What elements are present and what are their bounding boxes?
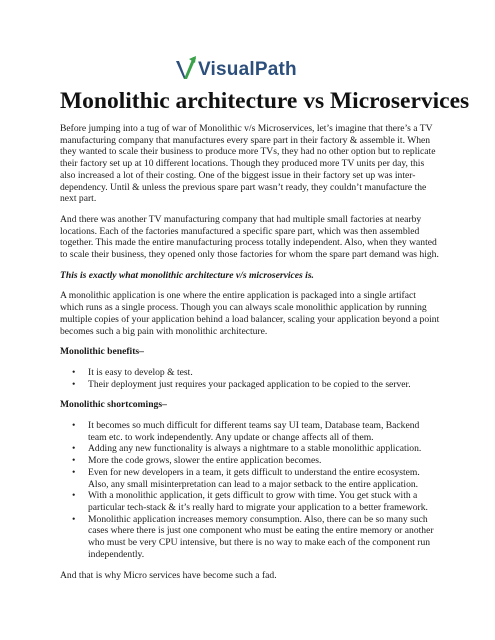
page-title: Monolithic architecture vs Microservices xyxy=(60,88,470,114)
logo-v-icon xyxy=(175,55,197,81)
benefit-item: • It is easy to develop & test. xyxy=(88,367,440,379)
shortcoming-item: • Adding any new functionality is always a nightmare to a stable monolithic application. xyxy=(88,443,440,455)
emphasis-statement: This is exactly what monolithic architecture v/s microservices is. xyxy=(60,269,314,281)
benefit-item: • Their deployment just requires your packaged application to be copied to the server. xyxy=(88,379,440,391)
benefits-heading: Monolithic benefits– xyxy=(60,346,144,358)
shortcoming-item: • More the code grows, slower the entire application becomes. xyxy=(88,455,440,467)
benefits-list xyxy=(60,367,440,390)
second-paragraph: And there was another TV manufacturing company that had multiple small factories at nearby locations. Each of the factories manufactured a specific spare part, which was then assembled together. This made the entire manufacturing process totally independent. Also, when they wanted to scale their business, they opened only those factories for whom the spare part demand was high. xyxy=(60,213,439,261)
closing-paragraph: And that is why Micro services have become such a fad. xyxy=(60,569,277,581)
monolithic-definition-paragraph: A monolithic application is one where the entire application is packaged into a single artifact which runs as a single process. Though you can always scale monolithic application by running multiple copies of your application behind a load balancer, scaling your application beyond a point becomes such a big pain with monolithic architecture. xyxy=(60,290,440,337)
logo-text-visual: Visual xyxy=(198,59,255,80)
shortcomings-heading: Monolithic shortcomings– xyxy=(60,399,167,411)
shortcoming-item: • With a monolithic application, it gets difficult to grow with time. You get stuck with a particular tech-stack & it’s really hard to migrate your application to a better framework. xyxy=(88,490,440,513)
shortcoming-item: • Monolithic application increases memory consumption. Also, there can be so many such cases where there is just one component who must be eating the entire memory or another who must be very CPU intensive, but there is no way to make each of the component run independently. xyxy=(88,514,440,561)
document-body xyxy=(60,123,440,590)
shortcoming-item: • It becomes so much difficult for different teams say UI team, Database team, Backend team etc. to work independently. Any update or change affects all of them. xyxy=(88,420,440,443)
shortcoming-item: • Even for new developers in a team, it gets difficult to understand the entire ecosystem. Also, any small misinterpretation can lead to a major setback to the entire application. xyxy=(88,467,440,490)
shortcomings-list xyxy=(60,420,440,560)
intro-paragraph: Before jumping into a tug of war of Monolithic v/s Microservices, let’s imagine that there’s a TV manufacturing company that manufactures every spare part in their factory & assemble it. When they wanted to scale their business to produce more TVs, they had no other option but to replicate their factory set up at 10 different locations. Though they produced more TV units per day, this also increased a lot of their costing. One of the biggest issue in their factory set up was inter-dependency. Until & unless the previous spare part wasn’t ready, they couldn’t manufacture the next part. xyxy=(60,123,436,205)
logo-text-path: Path xyxy=(254,59,297,80)
visualpath-logo xyxy=(175,55,297,81)
